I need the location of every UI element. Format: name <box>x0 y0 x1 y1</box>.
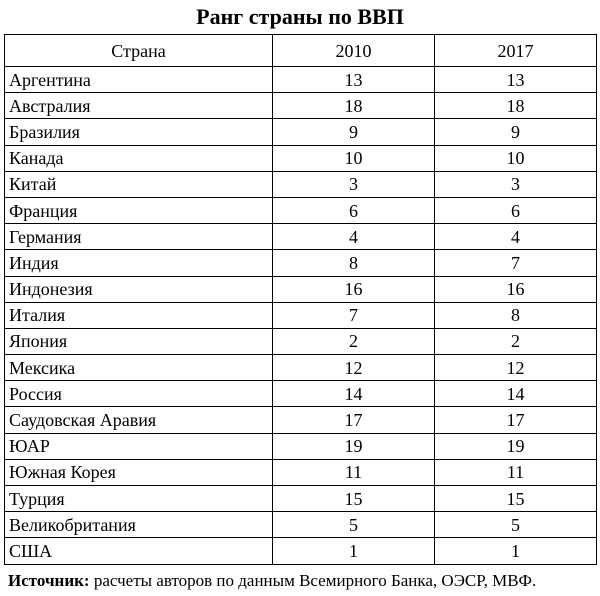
country-cell: Великобритания <box>5 512 273 538</box>
gdp-rank-table <box>4 34 597 565</box>
rank-2017-cell: 12 <box>435 355 597 381</box>
rank-2017-cell: 2 <box>435 328 597 354</box>
table-row <box>5 302 597 328</box>
rank-2017-cell: 6 <box>435 197 597 223</box>
table-header-row <box>5 35 597 67</box>
table-row <box>5 171 597 197</box>
country-cell: Китай <box>5 171 273 197</box>
source-note <box>8 570 536 592</box>
rank-2010-cell: 13 <box>273 67 435 93</box>
table-row <box>5 250 597 276</box>
table-body <box>5 67 597 565</box>
table-row <box>5 276 597 302</box>
table-row <box>5 355 597 381</box>
rank-2010-cell: 12 <box>273 355 435 381</box>
rank-2017-cell: 15 <box>435 486 597 512</box>
rank-2017-cell: 7 <box>435 250 597 276</box>
country-cell: ЮАР <box>5 433 273 459</box>
table-row <box>5 407 597 433</box>
rank-2010-cell: 7 <box>273 302 435 328</box>
country-cell: Южная Корея <box>5 459 273 485</box>
table-row <box>5 119 597 145</box>
rank-2017-cell: 11 <box>435 459 597 485</box>
table-row <box>5 145 597 171</box>
rank-2010-cell: 18 <box>273 93 435 119</box>
rank-2017-cell: 8 <box>435 302 597 328</box>
table-row <box>5 459 597 485</box>
table-row <box>5 433 597 459</box>
country-cell: Италия <box>5 302 273 328</box>
country-cell: Австралия <box>5 93 273 119</box>
source-label: Источник: <box>8 571 90 590</box>
rank-2010-cell: 19 <box>273 433 435 459</box>
rank-2017-cell: 5 <box>435 512 597 538</box>
rank-2017-cell: 18 <box>435 93 597 119</box>
rank-2010-cell: 3 <box>273 171 435 197</box>
rank-2010-cell: 14 <box>273 381 435 407</box>
rank-2017-cell: 4 <box>435 224 597 250</box>
source-text: расчеты авторов по данным Всемирного Банка, ОЭСР, МВФ. <box>89 571 537 590</box>
rank-2010-cell: 5 <box>273 512 435 538</box>
table-row <box>5 486 597 512</box>
rank-2017-cell: 16 <box>435 276 597 302</box>
column-header-country: Страна <box>5 35 273 67</box>
country-cell: Саудовская Аравия <box>5 407 273 433</box>
country-cell: Турция <box>5 486 273 512</box>
rank-2017-cell: 3 <box>435 171 597 197</box>
rank-2010-cell: 17 <box>273 407 435 433</box>
table-row <box>5 224 597 250</box>
rank-2017-cell: 19 <box>435 433 597 459</box>
country-cell: Индия <box>5 250 273 276</box>
country-cell: Япония <box>5 328 273 354</box>
country-cell: Мексика <box>5 355 273 381</box>
country-cell: США <box>5 538 273 564</box>
table-row <box>5 93 597 119</box>
rank-2017-cell: 1 <box>435 538 597 564</box>
rank-2010-cell: 2 <box>273 328 435 354</box>
rank-2010-cell: 15 <box>273 486 435 512</box>
column-header-2017: 2017 <box>435 35 597 67</box>
rank-2017-cell: 17 <box>435 407 597 433</box>
country-cell: Россия <box>5 381 273 407</box>
rank-2010-cell: 1 <box>273 538 435 564</box>
table-row <box>5 538 597 564</box>
country-cell: Бразилия <box>5 119 273 145</box>
rank-2010-cell: 8 <box>273 250 435 276</box>
table-row <box>5 67 597 93</box>
country-cell: Аргентина <box>5 67 273 93</box>
table-row <box>5 328 597 354</box>
rank-2017-cell: 14 <box>435 381 597 407</box>
country-cell: Франция <box>5 197 273 223</box>
rank-2017-cell: 10 <box>435 145 597 171</box>
rank-2010-cell: 6 <box>273 197 435 223</box>
table-row <box>5 512 597 538</box>
table-row <box>5 381 597 407</box>
column-header-2010: 2010 <box>273 35 435 67</box>
rank-2010-cell: 4 <box>273 224 435 250</box>
country-cell: Индонезия <box>5 276 273 302</box>
rank-2010-cell: 9 <box>273 119 435 145</box>
country-cell: Канада <box>5 145 273 171</box>
rank-2010-cell: 16 <box>273 276 435 302</box>
rank-2010-cell: 11 <box>273 459 435 485</box>
rank-2010-cell: 10 <box>273 145 435 171</box>
country-cell: Германия <box>5 224 273 250</box>
rank-2017-cell: 9 <box>435 119 597 145</box>
page-title: Ранг страны по ВВП <box>196 4 404 29</box>
rank-2017-cell: 13 <box>435 67 597 93</box>
table-row <box>5 197 597 223</box>
